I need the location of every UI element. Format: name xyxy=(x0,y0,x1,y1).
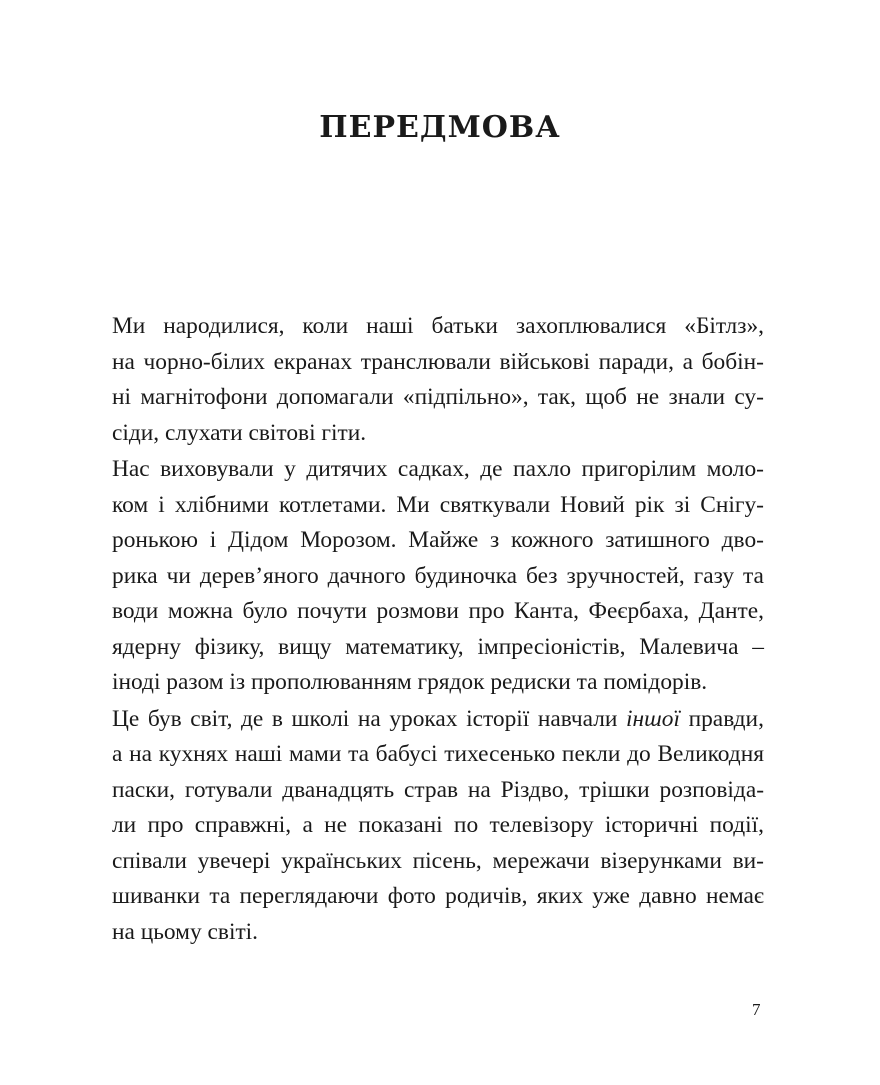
text-line: на чорно-білих екранах транслювали військові паради, а бобін- xyxy=(112,348,764,375)
text-line: співали увечері українських пісень, мережачи візерунками ви- xyxy=(112,847,764,874)
text-line: ком і хлібними котлетами. Ми святкували Новий рік зі Снігу- xyxy=(112,491,764,518)
text-line: ні магнітофони допомагали «підпільно», так, щоб не знали су- xyxy=(112,384,764,410)
text-line: шиванки та переглядаючи фото родичів, яких уже давно немає xyxy=(112,883,764,909)
body-text xyxy=(112,309,764,950)
text-line: води можна було почути розмови про Канта, Феєрбаха, Данте, xyxy=(112,598,764,624)
text-line: рика чи дерев’яного дачного будиночка без зручностей, газу та xyxy=(112,562,764,589)
text-line: сіди, слухати світові гіти. xyxy=(112,419,367,446)
text-line: іноді разом із прополюванням грядок редиски та помідорів. xyxy=(112,669,708,695)
text-line: а на кухнях наші мами та бабусі тихесенько пекли до Великодня xyxy=(112,741,764,767)
paragraph-1 xyxy=(112,309,764,451)
page-title: ПЕРЕДМОВА xyxy=(319,110,561,145)
text-line: Нас виховували у дитячих садках, де пахло пригорілим моло- xyxy=(112,456,764,482)
text-line: на цьому світі. xyxy=(112,918,259,945)
text-line: паски, готували дванадцять страв на Різдво, трішки розповіда- xyxy=(112,776,764,803)
text-line: Це був світ, де в школі на уроках історії навчали іншої правди, xyxy=(112,705,764,732)
text-line: ядерну фізику, вищу математику, імпресіоністів, Малевича – xyxy=(112,633,764,660)
text-line: ли про справжні, а не показані по телевізору історичні події, xyxy=(112,812,764,838)
text-line: ронькою і Дідом Морозом. Майже з кожного затишного дво- xyxy=(112,527,764,553)
text-line: Ми народилися, коли наші батьки захоплювалися «Бітлз», xyxy=(112,313,764,339)
page-number: 7 xyxy=(752,1000,761,1019)
paragraph-2 xyxy=(112,452,764,701)
paragraph-3 xyxy=(112,702,764,951)
